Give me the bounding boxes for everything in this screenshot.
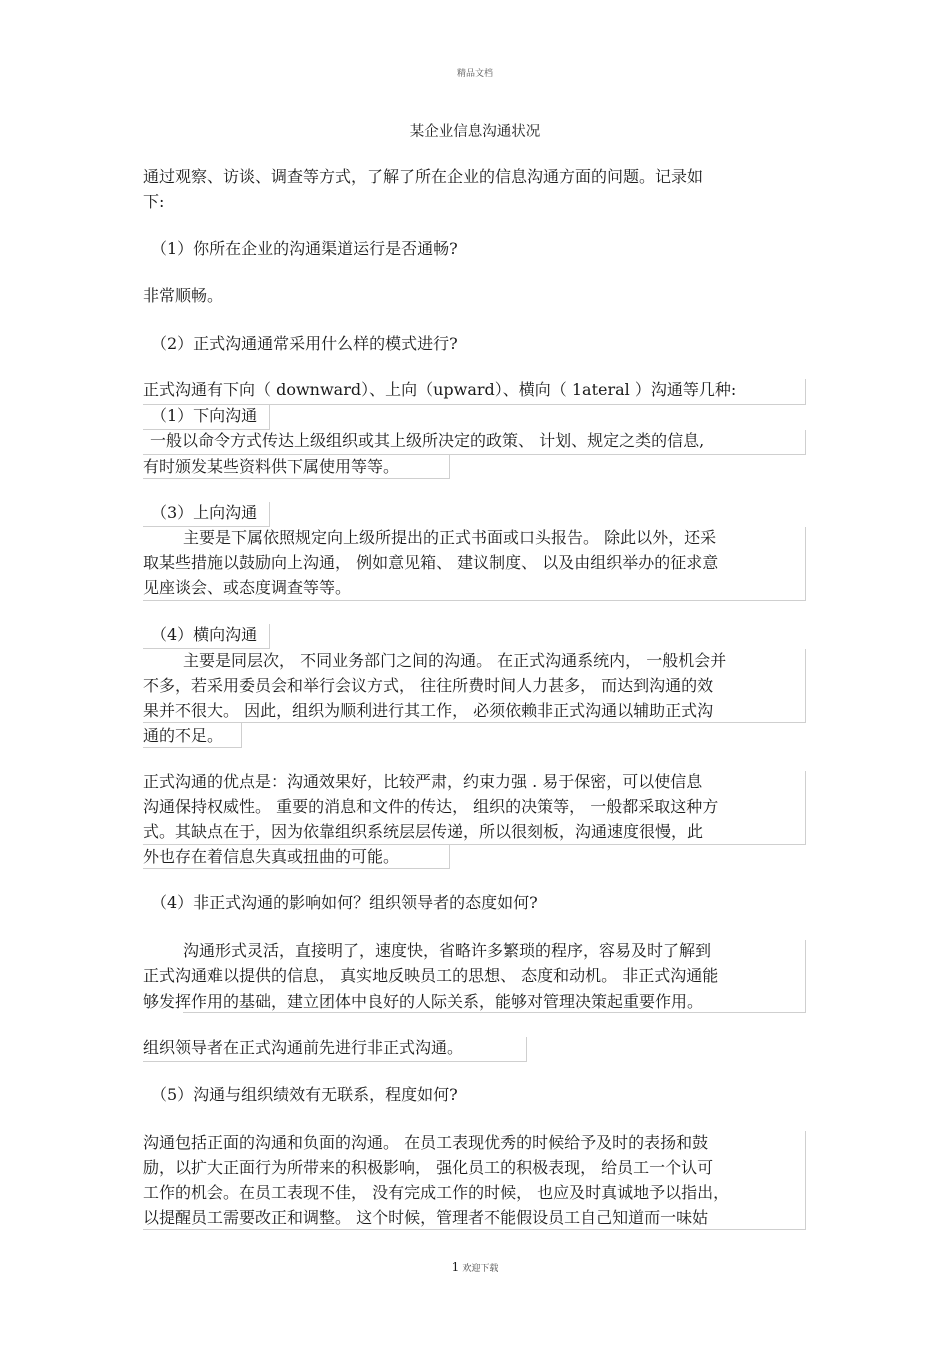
paragraph-line: 一般以命令方式传达上级组织或其上级所决定的政策、 计划、规定之类的信息, [150,431,705,450]
paragraph-line: 非常顺畅。 [143,286,224,305]
paragraph-line: 沟通形式灵活，直接明了，速度快，省略许多繁琐的程序，容易及时了解到 [183,941,712,960]
paragraph-line: 主要是下属依照规定向上级所提出的正式书面或口头报告。 除此以外，还采 [183,528,717,547]
paragraph-line: 正式沟通难以提供的信息， 真实地反映员工的思想、 态度和动机。 非正式沟通能 [143,966,719,985]
question-heading: （5）沟通与组织绩效有无联系，程度如何? [151,1085,458,1104]
paragraph-line: 正式沟通有下向（ downward）、上向（upward）、横向（ 1ateral ）沟通等几种: [143,380,737,399]
paragraph-line: 式。其缺点在于，因为依靠组织系统层层传递，所以很刻板，沟通速度很慢，此 [143,822,704,841]
section-heading: （1）下向沟通 [151,406,258,425]
section-heading: （4）横向沟通 [151,625,258,644]
question-heading: （1）你所在企业的沟通渠道运行是否通畅? [151,239,458,258]
paragraph-line: 不多，若采用委员会和举行会议方式， 往往所费时间人力甚多， 而达到沟通的效 [143,676,714,695]
footer-text: 欢迎下载 [462,1264,499,1274]
paragraph-line: 沟通包括正面的沟通和负面的沟通。 在员工表现优秀的时候给予及时的表扬和鼓 [143,1133,709,1152]
paragraph-line: 有时颁发某些资料供下属使用等等。 [143,457,400,476]
paragraph-line: 见座谈会、或态度调查等等。 [143,578,352,597]
page-number: 1 [451,1260,460,1274]
paragraph-line: 励，以扩大正面行为所带来的积极影响， 强化员工的积极表现， 给员工一个认可 [143,1158,714,1177]
paragraph-line: 沟通保持权威性。 重要的消息和文件的传达， 组织的决策等， 一般都采取这种方 [143,797,719,816]
paragraph-line: 下: [143,192,165,211]
paragraph-line: 以提醒员工需要改正和调整。 这个时候，管理者不能假设员工自己知道而一味姑 [143,1208,709,1227]
paragraph-line: 通的不足。 [143,726,224,745]
paragraph-line: 组织领导者在正式沟通前先进行非正式沟通。 [143,1038,464,1057]
paragraph-line: 通过观察、访谈、调查等方式，了解了所在企业的信息沟通方面的问题。记录如 [143,167,704,186]
question-heading: （4）非正式沟通的影响如何？组织领导者的态度如何? [151,893,538,912]
paragraph-line: 工作的机会。在员工表现不佳， 没有完成工作的时候， 也应及时真诚地予以指出， [143,1183,730,1202]
page-header: 精品文档 [456,69,493,79]
section-heading: （3）上向沟通 [151,503,258,522]
question-heading: （2）正式沟通通常采用什么样的模式进行? [151,334,458,353]
paragraph-line: 果并不很大。 因此，组织为顺利进行其工作， 必须依赖非正式沟通以辅助正式沟 [143,701,714,720]
paragraph-line: 正式沟通的优点是：沟通效果好，比较严肃，约束力强 . 易于保密，可以使信息 [143,772,703,791]
page-footer [0,1260,950,1274]
paragraph-line: 取某些措施以鼓励向上沟通， 例如意见箱、 建议制度、 以及由组织举办的征求意 [143,553,719,572]
paragraph-line: 主要是同层次， 不同业务部门之间的沟通。 在正式沟通系统内， 一般机会并 [183,651,727,670]
document-title: 某企业信息沟通状况 [409,124,541,140]
paragraph-line: 够发挥作用的基础，建立团体中良好的人际关系，能够对管理决策起重要作用。 [143,992,704,1011]
paragraph-line: 外也存在着信息失真或扭曲的可能。 [143,847,400,866]
